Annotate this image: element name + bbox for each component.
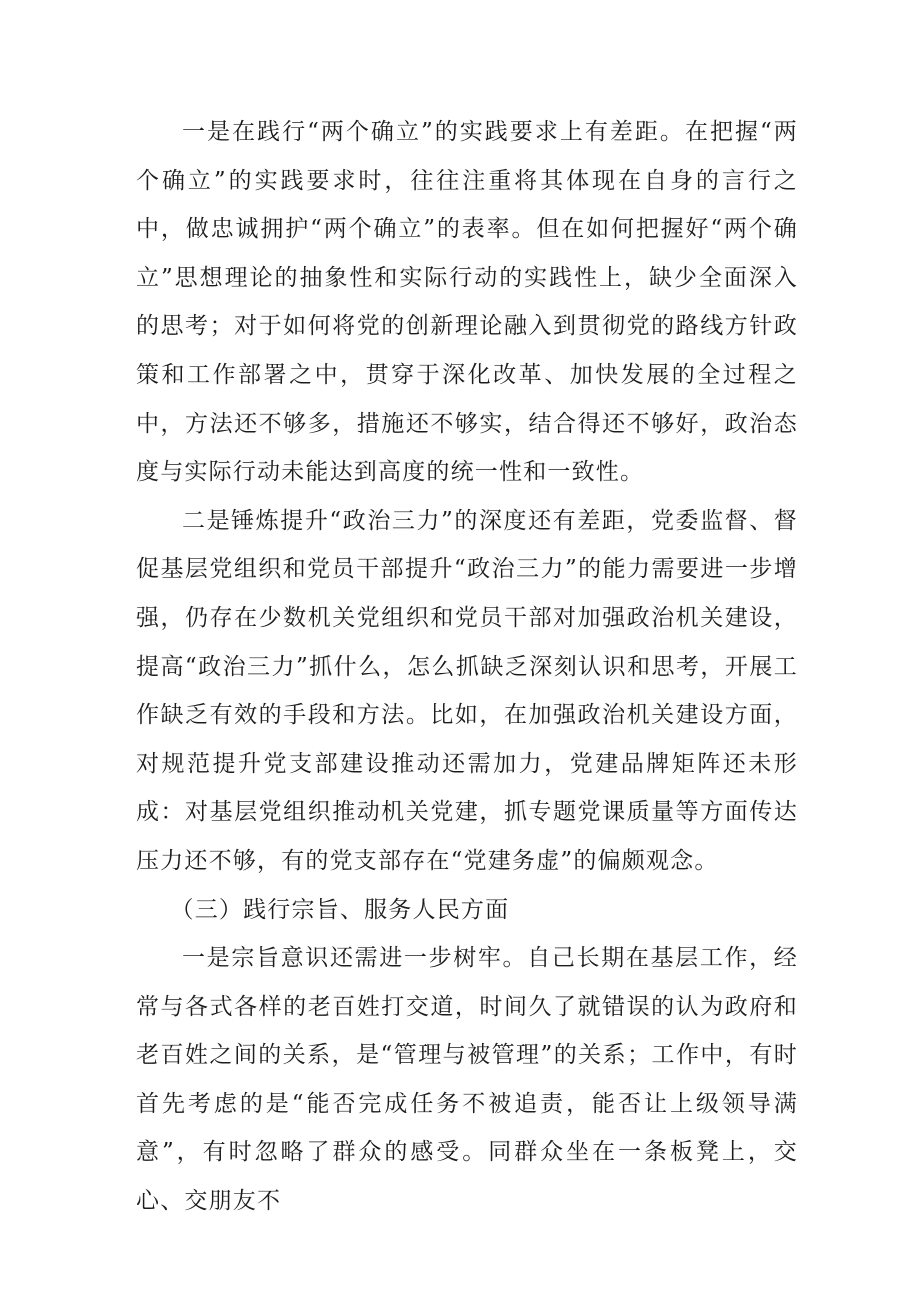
paragraph-two-establishments: 一是在践行“两个确立”的实践要求上有差距。在把握“两个确立”的实践要求时，往往注重将其体现在自身的言行之中，做忠诚拥护“两个确立”的表率。但在如何把握好“两个确立”思想理论的抽象性和实际行动的实践性上，缺少全面深入的思考；对于如何将党的创新理论融入到贯彻党的路线方针政策和工作部署之中，贯穿于深化改革、加快发展的全过程之中，方法还不够多，措施还不够实，结合得还不够好，政治态度与实际行动未能达到高度的统一性和一致性。	[136, 119, 798, 486]
paragraph-political-abilities: 二是锤炼提升“政治三力”的深度还有差距，党委监督、督促基层党组织和党员干部提升“政治三力”的能力需要进一步增强，仍存在少数机关党组织和党员干部对加强政治机关建设，提高“政治三力”抓什么，怎么抓缺乏深刻认识和思考，开展工作缺乏有效的手段和方法。比如，在加强政治机关建设方面，对规范提升党支部建设推动还需加力，党建品牌矩阵还未形成：对基层党组织推动机关党建，抓专题党课质量等方面传达压力还不够，有的党支部存在“党建务虚”的偏颇观念。	[136, 507, 798, 874]
section-heading-serving-people: （三）践行宗旨、服务人民方面	[170, 896, 510, 923]
document-body	[136, 108, 798, 1226]
paragraph-purpose-awareness: 一是宗旨意识还需进一步树牢。自己长期在基层工作，经常与各式各样的老百姓打交道，时间久了就错误的认为政府和老百姓之间的关系，是“管理与被管理”的关系；工作中，有时首先考虑的是“能否完成任务不被追责，能否让上级领导满意”，有时忽略了群众的感受。同群众坐在一条板凳上，交心、交朋友不	[136, 945, 798, 1215]
